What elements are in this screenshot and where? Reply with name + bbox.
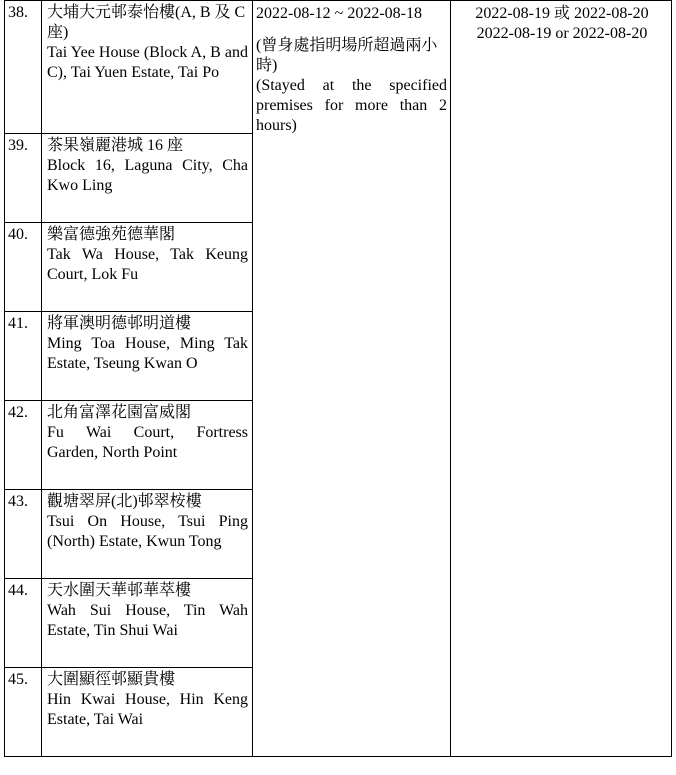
premises-name-zh: 北角富澤花園富威閣 — [47, 404, 192, 421]
premises-name-en: Tsui On House, Tsui Ping (North) Estate, Kwun Tong — [47, 513, 248, 550]
premises-name-en: Tak Wa House, Tak Keung Court, Lok Fu — [47, 246, 248, 283]
row-number: 42. — [5, 401, 42, 490]
premises-name-zh: 大圍顯徑邨顯貴樓 — [47, 671, 176, 688]
premises-cell — [42, 223, 253, 312]
premises-name-zh: 天水圍天華邨華萃樓 — [47, 582, 192, 599]
premises-name-zh: 觀塘翠屏(北)邨翠桉樓 — [47, 493, 202, 510]
visit-dates-cell — [253, 1, 451, 757]
row-number: 41. — [5, 312, 42, 401]
premises-cell — [42, 490, 253, 579]
premises-cell — [42, 401, 253, 490]
premises-cell — [42, 1, 253, 134]
premises-cell — [42, 134, 253, 223]
row-number: 44. — [5, 579, 42, 668]
premises-name-en: Block 16, Laguna City, Cha Kwo Ling — [47, 157, 248, 194]
premises-name-en: Ming Toa House, Ming Tak Estate, Tseung Kwan O — [47, 335, 248, 372]
date-range: 2022-08-12 ~ 2022-08-18 — [256, 5, 422, 22]
row-number: 40. — [5, 223, 42, 312]
premises-name-en: Wah Sui House, Tin Wah Estate, Tin Shui Wai — [47, 602, 248, 639]
premises-name-en: Fu Wai Court, Fortress Garden, North Point — [47, 424, 248, 461]
row-number: 39. — [5, 134, 42, 223]
premises-name-en: Hin Kwai House, Hin Keng Estate, Tai Wai — [47, 691, 248, 728]
premises-name-zh: 大埔大元邨泰怡樓(A, B 及 C 座) — [47, 4, 246, 41]
premises-name-zh: 樂富德強苑德華閣 — [47, 226, 176, 243]
table-row — [5, 1, 672, 134]
row-number: 45. — [5, 668, 42, 757]
stay-note-en: (Stayed at the specified premises for more than 2 hours) — [256, 77, 447, 134]
row-number: 38. — [5, 1, 42, 134]
stay-note-zh: (曾身處指明場所超過兩小時) — [256, 37, 438, 74]
premises-name-zh: 茶果嶺麗港城 16 座 — [47, 137, 184, 154]
row-number: 43. — [5, 490, 42, 579]
premises-name-en: Tai Yee House (Block A, B and C), Tai Yuen Estate, Tai Po — [47, 44, 248, 81]
premises-name-zh: 將軍澳明德邨明道樓 — [47, 315, 192, 332]
premises-cell — [42, 668, 253, 757]
test-dates-zh: 2022-08-19 或 2022-08-20 — [475, 5, 649, 22]
premises-table — [4, 0, 672, 757]
test-dates-en: 2022-08-19 or 2022-08-20 — [476, 25, 648, 42]
premises-cell — [42, 312, 253, 401]
test-dates-cell — [451, 1, 672, 757]
premises-cell — [42, 579, 253, 668]
